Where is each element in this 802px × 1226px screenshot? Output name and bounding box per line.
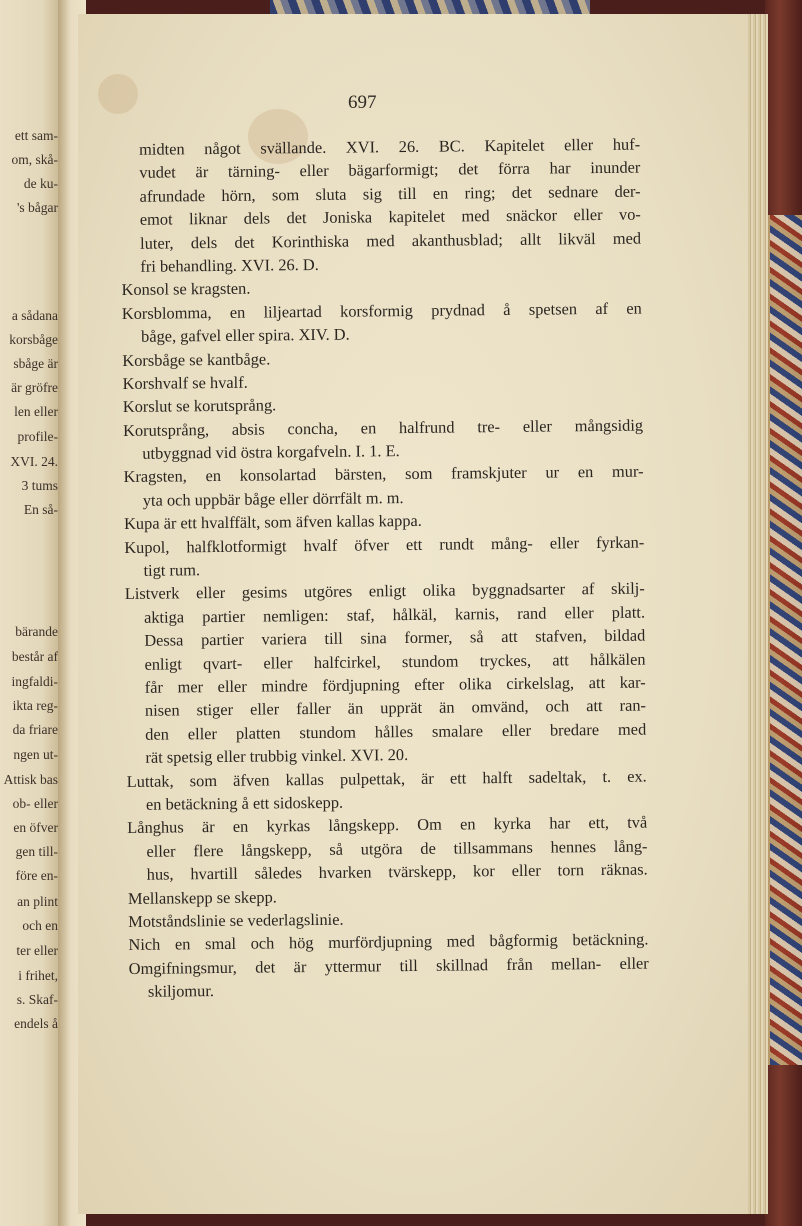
facing-page-line: 's bågar xyxy=(16,200,58,215)
text-line: båge, gafvel eller spira. XIV. D. xyxy=(140,324,350,346)
glossary-entry: Motståndslinie se vederlagslinie. xyxy=(128,909,344,931)
glossary-entry: Listverk eller gesims utgöres enligt olika byggnadsarter af skilj- xyxy=(124,578,645,604)
facing-page-line: sbåge är xyxy=(13,356,58,371)
text-line: afrundade hörn, som sluta sig till en ring; det sednare der- xyxy=(139,181,641,206)
glossary-entry: Omgifningsmur, det är yttermur till skillnad från mellan- eller xyxy=(128,953,649,978)
facing-page-line: är gröfre xyxy=(11,380,58,395)
facing-page-line: profile- xyxy=(17,429,58,444)
text-line: får mer eller mindre fördjupning efter olika cirkelslag, att kar- xyxy=(144,672,646,697)
text-line: luter, dels det Korinthiska med akanthusblad; allt likväl med xyxy=(139,228,642,253)
glossary-text xyxy=(120,133,649,1004)
facing-page-line: a sådana xyxy=(11,308,58,323)
glossary-entry: Korslut se korutsprång. xyxy=(122,395,277,417)
page-number: 697 xyxy=(348,92,377,113)
facing-page-line: och en xyxy=(22,918,58,933)
text-line: Dessa partier variera till sina former, så att stafven, bildad xyxy=(144,625,646,650)
text-line: emot liknar dels det Joniska kapitelet med snäckor eller vo- xyxy=(139,204,641,229)
facing-page-line: 3 tums xyxy=(21,478,58,493)
text-line: nisen stiger eller faller än upprät än omvänd, och att ran- xyxy=(144,695,647,721)
text-line: hus, hvartill således hvarken tvärskepp, kor eller torn räknas. xyxy=(146,859,648,884)
facing-page-line: ter eller xyxy=(16,943,58,958)
facing-page-line: korsbåge xyxy=(9,332,58,347)
facing-page-line: om, skå- xyxy=(11,152,58,167)
text-line: enligt qvart- eller halfcirkel, stundom tryckes, att hålkälen xyxy=(144,649,646,674)
facing-page-line: an plint xyxy=(17,894,58,909)
facing-page-line: En så- xyxy=(23,502,58,517)
facing-page-line: en öfver xyxy=(13,820,58,835)
text-line: fri behandling. XVI. 26. D. xyxy=(140,254,319,276)
facing-page-line: endels å xyxy=(14,1016,58,1031)
facing-page-line: ikta reg- xyxy=(12,698,58,713)
glossary-entry: Korsbåge se kantbåge. xyxy=(122,348,271,370)
facing-page-line: XVI. 24. xyxy=(10,454,58,469)
facing-page-line: gen till- xyxy=(15,844,58,859)
glossary-entry: Konsol se kragsten. xyxy=(121,278,251,300)
glossary-entry: Kragsten, en konsolartad bärsten, som framskjuter ur en mur- xyxy=(123,462,644,487)
facing-page-line: ingfaldi- xyxy=(11,674,58,689)
glossary-entry: Korsblomma, en liljeartad korsformig prydnad å spetsen af en xyxy=(121,298,642,323)
facing-page-line: bärande xyxy=(15,624,58,639)
glossary-entry: Kupa är ett hvalffält, som äfven kallas kappa. xyxy=(123,511,422,534)
page-stain xyxy=(98,74,138,114)
text-line: yta och uppbär båge eller dörrfält m. m. xyxy=(142,487,404,510)
facing-page xyxy=(0,0,60,1226)
marbled-endpaper xyxy=(768,215,802,1065)
text-line: aktiga partier nemligen: staf, hålkäl, karnis, rand eller platt. xyxy=(143,602,646,627)
text-line: midten något svällande. XVI. 26. BC. Kapitelet eller huf- xyxy=(139,134,641,159)
glossary-entry: Nich en smal och hög murfördjupning med bågformig betäckning. xyxy=(128,929,649,955)
text-line: utbyggnad vid östra korgafveln. I. 1. E. xyxy=(142,441,400,463)
glossary-entry: Luttak, som äfven kallas pulpettak, är ett halft sadeltak, t. ex. xyxy=(126,766,647,791)
text-line: den eller platten stundom hålles smalare eller bredare med xyxy=(145,719,647,744)
glossary-entry: Korutsprång, absis concha, en halfrund tre- eller mångsidig xyxy=(122,415,644,440)
facing-page-line: i frihet, xyxy=(18,968,58,983)
text-line: skiljomur. xyxy=(147,981,215,1001)
text-line: tigt rum. xyxy=(143,560,201,580)
facing-page-line: s. Skaf- xyxy=(16,992,58,1007)
text-line: rät spetsig eller trubbig vinkel. XVI. 20. xyxy=(145,745,409,767)
facing-page-line: består af xyxy=(11,649,58,664)
glossary-entry: Korshvalf se hvalf. xyxy=(122,372,248,393)
text-line: vudet är tärning- eller bägarformigt; det förra har inunder xyxy=(139,157,641,183)
facing-page-line: ob- eller xyxy=(12,796,58,811)
page-edges xyxy=(748,14,768,1214)
facing-page-line: före en- xyxy=(15,868,58,883)
facing-page-line: ett sam- xyxy=(14,128,58,143)
facing-page-line: Attisk bas xyxy=(3,772,58,787)
text-line: en betäckning å ett sidoskepp. xyxy=(145,792,344,814)
facing-page-line: ngen ut- xyxy=(13,747,58,762)
facing-page-line: da friare xyxy=(12,722,58,737)
glossary-entry: Mellanskepp se skepp. xyxy=(127,886,277,908)
glossary-entry: Långhus är en kyrkas långskepp. Om en kyrka har ett, två xyxy=(127,812,648,838)
glossary-entry: Kupol, halfklotformigt hvalf öfver ett rundt mång- eller fyrkan- xyxy=(124,532,645,557)
text-line: eller flere långskepp, så utgöra de tillsammans hennes lång- xyxy=(146,836,648,861)
facing-page-line: len eller xyxy=(14,404,58,419)
facing-page-line: de ku- xyxy=(23,176,58,191)
